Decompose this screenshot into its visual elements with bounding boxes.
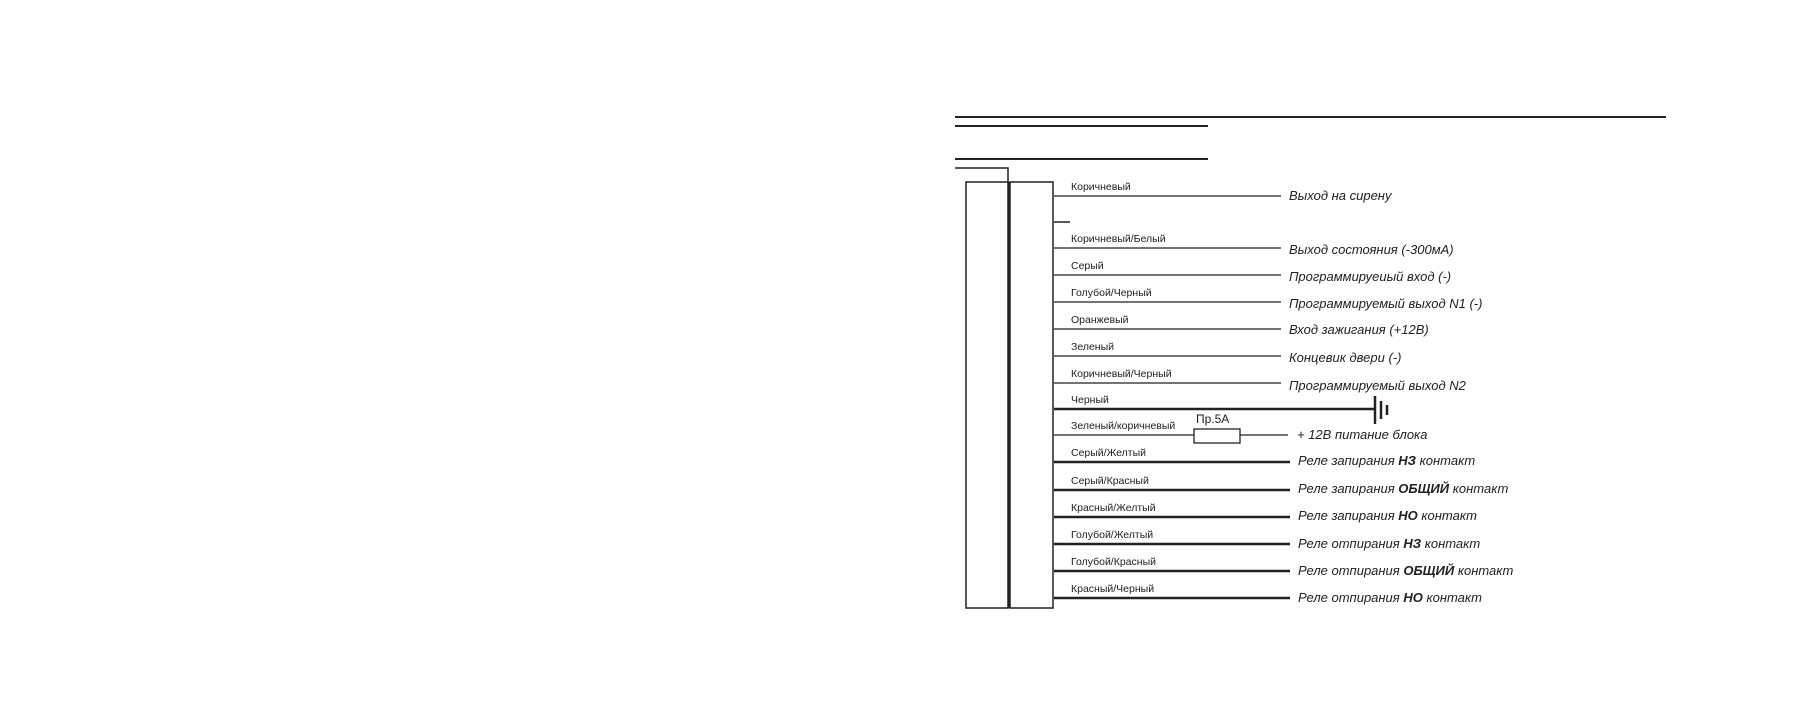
wire-color-label: Голубой/Желтый — [1071, 529, 1154, 541]
signal-emphasis: НЗ — [1398, 453, 1417, 468]
wire-color-label: Оранжевый — [1071, 314, 1129, 326]
wire-signal-label — [1289, 296, 1482, 311]
wire-row — [1054, 502, 1477, 523]
signal-text: Программируемый выход N2 — [1289, 378, 1466, 393]
signal-text: Выход состояния (-300мА) — [1289, 242, 1454, 257]
wire-row — [1054, 233, 1454, 257]
wire-list — [1054, 181, 1514, 605]
signal-text: Концевик двери (-) — [1289, 350, 1402, 365]
signal-text: Реле отпирания — [1298, 536, 1404, 551]
wire-color-label: Зеленый — [1071, 341, 1115, 353]
wire-row — [1054, 447, 1475, 468]
wire-color-label: Черный — [1071, 394, 1109, 406]
signal-text: Реле запирания — [1298, 453, 1399, 468]
connector-block-left — [966, 182, 1008, 608]
wire-row — [1054, 475, 1508, 496]
wire-row — [1054, 556, 1514, 578]
wire-color-label: Серый/Желтый — [1071, 447, 1146, 459]
wire-row — [1054, 181, 1393, 203]
wire-signal-label — [1298, 562, 1514, 578]
wire-row — [1054, 341, 1401, 365]
signal-emphasis: ОБЩИЙ — [1403, 563, 1455, 578]
signal-emphasis: НЗ — [1403, 536, 1422, 551]
wire-color-label: Серый — [1071, 260, 1104, 272]
ground-symbol — [1375, 396, 1387, 424]
signal-text: контакт — [1449, 481, 1509, 496]
signal-text: Реле отпирания — [1298, 563, 1404, 578]
signal-text: контакт — [1416, 453, 1476, 468]
signal-text: Реле отпирания — [1298, 590, 1404, 605]
connector-lead — [955, 168, 1008, 182]
wire-row — [1054, 287, 1482, 311]
signal-text: контакт — [1417, 508, 1477, 523]
wire-signal-label — [1298, 453, 1475, 468]
wire-signal-label — [1289, 188, 1393, 203]
wire-color-label: Серый/Красный — [1071, 475, 1149, 487]
fuse-symbol — [1194, 412, 1240, 443]
signal-emphasis: НО — [1398, 508, 1418, 523]
wire-signal-label — [1298, 508, 1477, 523]
wire-color-label: Красный/Черный — [1071, 583, 1155, 595]
wire-signal-label — [1298, 536, 1480, 551]
wire-signal-label — [1289, 269, 1451, 284]
wire-signal-label — [1289, 350, 1401, 365]
wire-color-label: Зеленый/коричневый — [1071, 420, 1176, 432]
signal-text: Вход зажигания (+12В) — [1289, 322, 1429, 337]
wire-signal-label — [1289, 242, 1454, 257]
wire-row — [1054, 260, 1451, 284]
signal-text: Программируемый выход N1 (-) — [1289, 296, 1483, 311]
wire-color-label: Коричневый/Белый — [1071, 233, 1166, 245]
wire-row — [1054, 314, 1429, 337]
signal-emphasis: НО — [1403, 590, 1423, 605]
fuse-body — [1194, 429, 1240, 443]
signal-text: контакт — [1421, 536, 1481, 551]
fuse-label: Пр.5А — [1196, 412, 1230, 426]
signal-text: + 12В питание блока — [1297, 427, 1428, 442]
wire-color-label: Голубой/Красный — [1071, 556, 1156, 568]
signal-emphasis: ОБЩИЙ — [1398, 481, 1450, 496]
wire-row — [1054, 583, 1482, 605]
wire-row — [1054, 529, 1480, 551]
wire-signal-label — [1289, 378, 1467, 393]
wire-color-label: Красный/Желтый — [1071, 502, 1156, 514]
signal-text: Программируеиый вход (-) — [1289, 269, 1452, 284]
signal-text: Реле запирания — [1298, 481, 1399, 496]
signal-text: Реле запирания — [1298, 508, 1399, 523]
wire-signal-label — [1298, 480, 1508, 496]
wire-signal-label — [1298, 590, 1482, 605]
signal-text: контакт — [1454, 563, 1514, 578]
signal-text: Выход на сирену — [1289, 188, 1392, 203]
wire-row — [1054, 420, 1427, 442]
wire-color-label: Голубой/Черный — [1071, 287, 1152, 299]
wire-row — [1054, 368, 1467, 393]
wire-row — [1054, 394, 1375, 409]
wire-signal-label — [1297, 427, 1427, 442]
signal-text: контакт — [1422, 590, 1483, 605]
connector-block-right — [1010, 182, 1053, 608]
wire-color-label: Коричневый/Черный — [1071, 368, 1172, 380]
wire-signal-label — [1289, 322, 1429, 337]
wire-color-label: Коричневый — [1071, 181, 1131, 193]
